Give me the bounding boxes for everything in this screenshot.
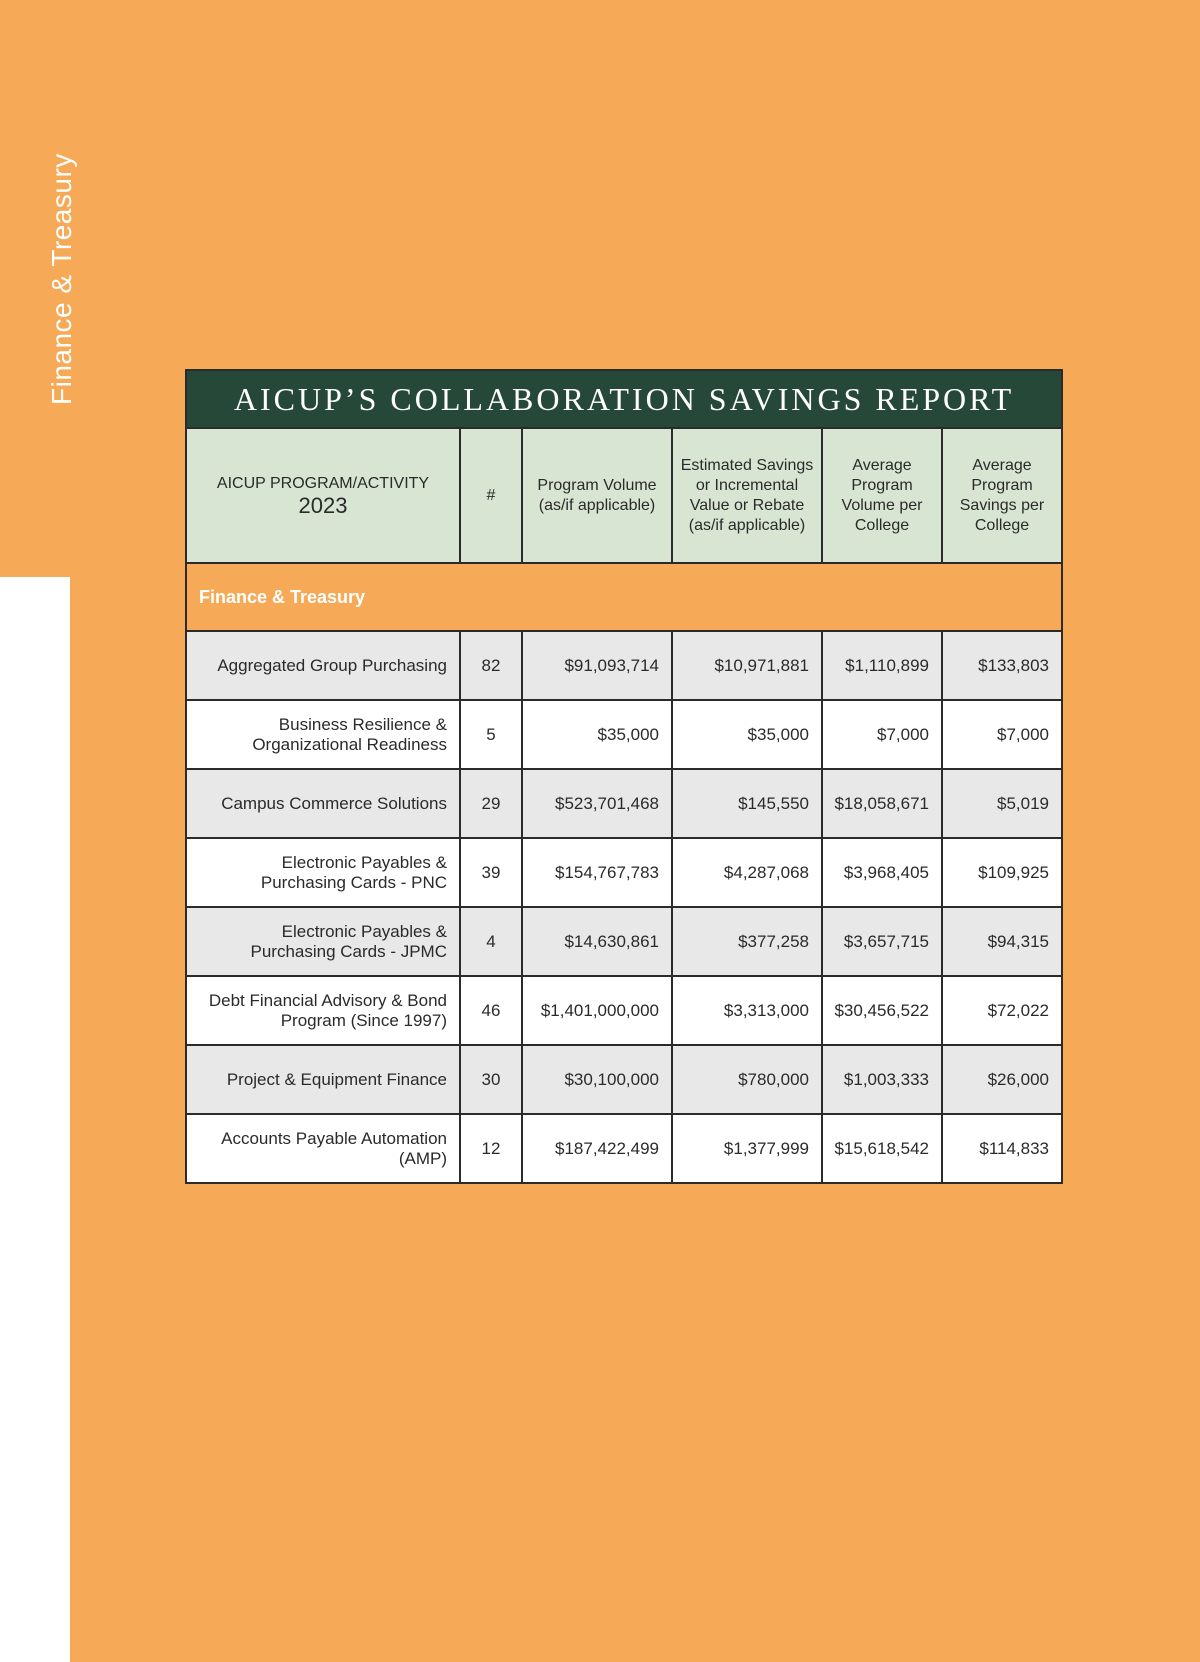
program-count: 46 bbox=[460, 976, 522, 1045]
program-count: 30 bbox=[460, 1045, 522, 1114]
program-volume: $35,000 bbox=[522, 700, 672, 769]
program-name: Aggregated Group Purchasing bbox=[186, 631, 460, 700]
table-row bbox=[186, 631, 1062, 700]
program-volume: $154,767,783 bbox=[522, 838, 672, 907]
program-savings: $1,377,999 bbox=[672, 1114, 822, 1183]
program-savings: $145,550 bbox=[672, 769, 822, 838]
header-year: 2023 bbox=[298, 492, 348, 518]
program-volume: $187,422,499 bbox=[522, 1114, 672, 1183]
program-savings: $3,313,000 bbox=[672, 976, 822, 1045]
header-count: # bbox=[460, 428, 522, 563]
avg-savings: $72,022 bbox=[942, 976, 1062, 1045]
avg-savings: $109,925 bbox=[942, 838, 1062, 907]
avg-volume: $18,058,671 bbox=[822, 769, 942, 838]
program-name: Business Resilience & Organizational Readiness bbox=[186, 700, 460, 769]
program-count: 39 bbox=[460, 838, 522, 907]
table-row bbox=[186, 1114, 1062, 1183]
program-volume: $91,093,714 bbox=[522, 631, 672, 700]
program-savings: $10,971,881 bbox=[672, 631, 822, 700]
header-savings: Estimated Savings or Incremental Value or Rebate (as/if applicable) bbox=[672, 428, 822, 563]
avg-volume: $30,456,522 bbox=[822, 976, 942, 1045]
avg-savings: $94,315 bbox=[942, 907, 1062, 976]
header-program bbox=[186, 428, 460, 563]
avg-savings: $133,803 bbox=[942, 631, 1062, 700]
report-title: AICUP’S COLLABORATION SAVINGS REPORT bbox=[186, 370, 1062, 428]
program-volume: $30,100,000 bbox=[522, 1045, 672, 1114]
avg-savings: $7,000 bbox=[942, 700, 1062, 769]
program-volume: $523,701,468 bbox=[522, 769, 672, 838]
program-count: 82 bbox=[460, 631, 522, 700]
side-tab-label: Finance & Treasury bbox=[46, 153, 77, 405]
program-name: Campus Commerce Solutions bbox=[186, 769, 460, 838]
program-volume: $14,630,861 bbox=[522, 907, 672, 976]
table-row bbox=[186, 838, 1062, 907]
avg-volume: $7,000 bbox=[822, 700, 942, 769]
program-savings: $35,000 bbox=[672, 700, 822, 769]
header-row bbox=[186, 428, 1062, 563]
header-volume: Program Volume (as/if applicable) bbox=[522, 428, 672, 563]
header-program-label: AICUP PROGRAM/ACTIVITY bbox=[216, 474, 430, 492]
program-count: 29 bbox=[460, 769, 522, 838]
program-name: Project & Equipment Finance bbox=[186, 1045, 460, 1114]
program-savings: $377,258 bbox=[672, 907, 822, 976]
table-row bbox=[186, 907, 1062, 976]
avg-volume: $1,110,899 bbox=[822, 631, 942, 700]
savings-report-table bbox=[185, 369, 1063, 1184]
program-name: Electronic Payables & Purchasing Cards - PNC bbox=[186, 838, 460, 907]
header-avg-savings: Average Program Savings per College bbox=[942, 428, 1062, 563]
page-margin-strip bbox=[0, 577, 70, 1662]
table-row bbox=[186, 1045, 1062, 1114]
program-volume: $1,401,000,000 bbox=[522, 976, 672, 1045]
program-savings: $780,000 bbox=[672, 1045, 822, 1114]
program-name: Debt Financial Advisory & Bond Program (Since 1997) bbox=[186, 976, 460, 1045]
avg-volume: $3,657,715 bbox=[822, 907, 942, 976]
section-side-tab bbox=[0, 0, 77, 577]
table-row bbox=[186, 700, 1062, 769]
program-count: 12 bbox=[460, 1114, 522, 1183]
program-savings: $4,287,068 bbox=[672, 838, 822, 907]
program-count: 4 bbox=[460, 907, 522, 976]
table-row bbox=[186, 976, 1062, 1045]
avg-savings: $114,833 bbox=[942, 1114, 1062, 1183]
section-heading: Finance & Treasury bbox=[186, 563, 1062, 631]
header-avg-volume: Average Program Volume per College bbox=[822, 428, 942, 563]
avg-volume: $3,968,405 bbox=[822, 838, 942, 907]
avg-savings: $5,019 bbox=[942, 769, 1062, 838]
program-count: 5 bbox=[460, 700, 522, 769]
table-row bbox=[186, 769, 1062, 838]
program-name: Accounts Payable Automation (AMP) bbox=[186, 1114, 460, 1183]
avg-volume: $1,003,333 bbox=[822, 1045, 942, 1114]
avg-savings: $26,000 bbox=[942, 1045, 1062, 1114]
program-name: Electronic Payables & Purchasing Cards - JPMC bbox=[186, 907, 460, 976]
avg-volume: $15,618,542 bbox=[822, 1114, 942, 1183]
